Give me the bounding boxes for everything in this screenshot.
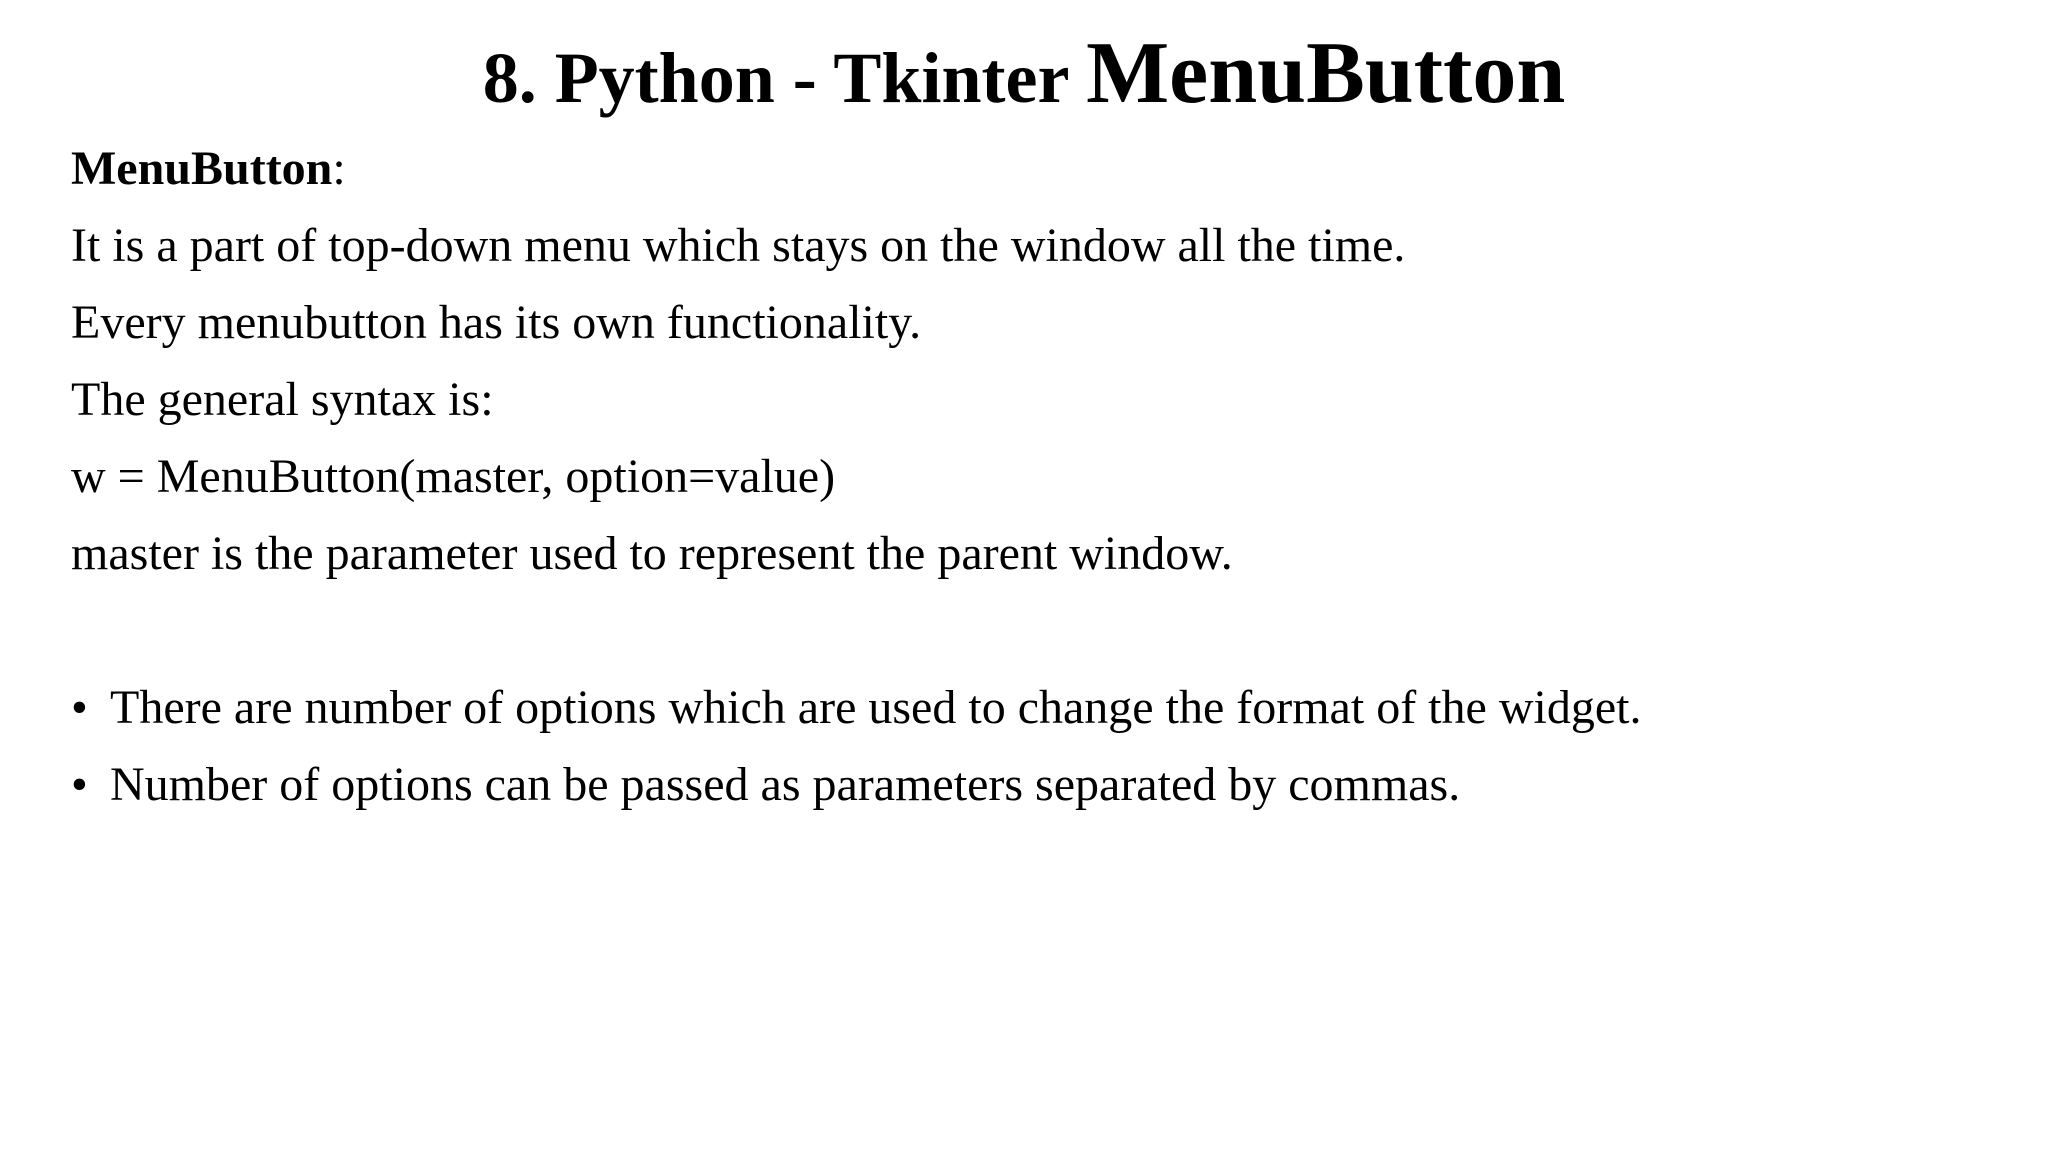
bullet-text-2: Number of options can be passed as parameters separated by commas. <box>110 758 1461 811</box>
heading-term: MenuButton <box>71 142 333 195</box>
bullet-dot-icon: • <box>71 681 88 734</box>
bullet-item-1 <box>71 669 1971 746</box>
slide-title <box>0 24 2048 128</box>
bullet-dot-icon: • <box>71 758 88 811</box>
bullet-item-2 <box>71 746 1971 823</box>
body-line-3: The general syntax is: <box>71 373 494 426</box>
body-line-1: It is a part of top-down menu which stays on the window all the time. <box>71 219 1406 272</box>
syntax-line: w = MenuButton(master, option=value) <box>71 450 836 503</box>
heading-colon: : <box>332 142 346 195</box>
body-line-2: Every menubutton has its own functionality. <box>71 296 922 349</box>
body-line-5: master is the parameter used to represent the parent window. <box>71 527 1233 580</box>
slide-title-main: MenuButton <box>1086 25 1566 122</box>
heading-line <box>71 130 1971 207</box>
spacer <box>71 592 1971 669</box>
bullet-text-1: There are number of options which are used to change the format of the widget. <box>110 681 1642 734</box>
slide-body <box>71 130 1971 823</box>
slide-title-prefix: 8. Python - Tkinter <box>482 38 1087 118</box>
